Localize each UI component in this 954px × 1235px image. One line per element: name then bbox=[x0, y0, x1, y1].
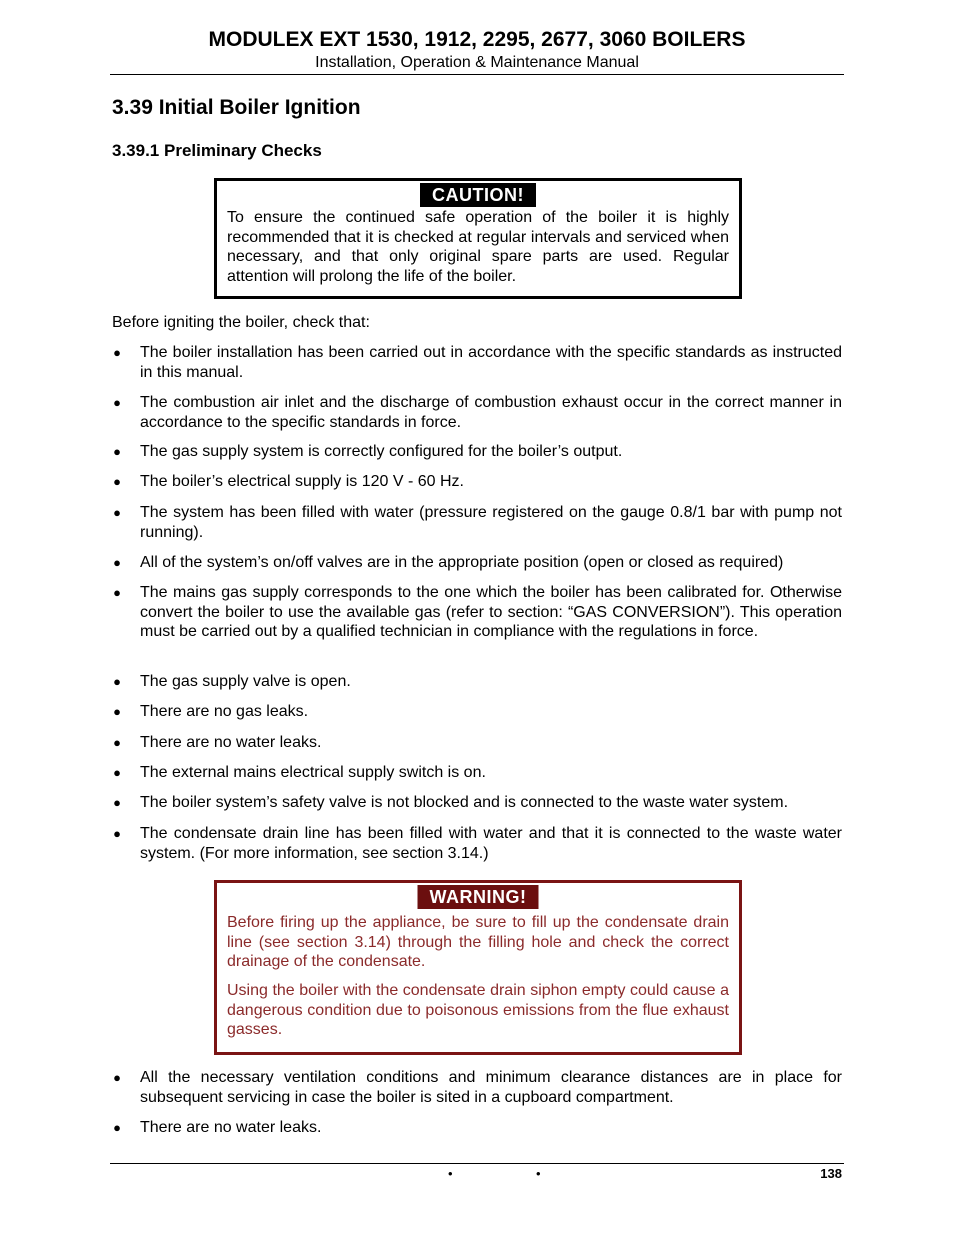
list-item bbox=[110, 824, 842, 863]
warning-box bbox=[214, 880, 742, 1055]
bullet-icon: ● bbox=[113, 795, 121, 810]
list-item-text: There are no water leaks. bbox=[140, 1119, 322, 1136]
list-item-text: There are no gas leaks. bbox=[140, 703, 309, 720]
bullet-icon: ● bbox=[113, 674, 121, 689]
list-item-text: The gas supply system is correctly configured for the boiler’s output. bbox=[140, 443, 623, 460]
header-rule bbox=[110, 74, 844, 75]
document-subtitle: Installation, Operation & Maintenance Manual bbox=[315, 54, 639, 71]
list-item-text: The mains gas supply corresponds to the one which the boiler has been calibrated for. Otherwise convert the boiler to use the available gas (refer to section: “GAS CONVERSION”). This operation must be carried out by a qualified technician in compliance with the regulations in force. bbox=[140, 584, 842, 641]
list-item-text: The combustion air inlet and the discharge of combustion exhaust occur in the correct manner in accordance to the specific standards in force. bbox=[140, 394, 842, 431]
list-item bbox=[110, 553, 842, 573]
bullet-icon: ● bbox=[113, 1120, 121, 1135]
bullet-icon: ● bbox=[113, 345, 121, 360]
footer-dot: • bbox=[448, 1166, 453, 1181]
bullet-icon: ● bbox=[113, 474, 121, 489]
warning-paragraph-2: Using the boiler with the condensate drain siphon empty could cause a dangerous condition due to poisonous emissions from the flue exhaust gasses. bbox=[227, 982, 729, 1039]
bullet-icon: ● bbox=[113, 826, 121, 841]
bullet-icon: ● bbox=[113, 765, 121, 780]
bullet-icon: ● bbox=[113, 1070, 121, 1085]
list-item bbox=[110, 583, 842, 642]
list-item bbox=[110, 733, 842, 753]
list-item-text: All the necessary ventilation conditions and minimum clearance distances are in place for subsequent servicing in case the boiler is sited in a cupboard compartment. bbox=[140, 1069, 842, 1106]
document-title: MODULEX EXT 1530, 1912, 2295, 2677, 3060 BOILERS bbox=[208, 28, 746, 51]
bullet-icon: ● bbox=[113, 704, 121, 719]
list-item bbox=[110, 1118, 842, 1138]
bullet-icon: ● bbox=[113, 444, 121, 459]
list-item-text: The boiler’s electrical supply is 120 V - 60 Hz. bbox=[140, 473, 464, 490]
warning-paragraph-1: Before firing up the appliance, be sure to fill up the condensate drain line (see section 3.14) through the filling hole and check the correct drainage of the condensate. bbox=[227, 914, 729, 971]
list-item-text: The condensate drain line has been filled with water and that it is connected to the waste water system. (For more information, see section 3.14.) bbox=[140, 825, 842, 862]
bullet-icon: ● bbox=[113, 735, 121, 750]
list-item bbox=[110, 393, 842, 432]
bullet-icon: ● bbox=[113, 395, 121, 410]
footer-rule bbox=[110, 1163, 844, 1164]
footer-dot: • bbox=[536, 1166, 541, 1181]
page-header bbox=[110, 27, 844, 73]
list-item bbox=[110, 1068, 842, 1107]
list-item-text: There are no water leaks. bbox=[140, 734, 322, 751]
warning-label: WARNING! bbox=[418, 885, 539, 909]
section-heading: 3.39 Initial Boiler Ignition bbox=[112, 96, 361, 119]
bullet-icon: ● bbox=[113, 585, 121, 600]
list-item-text: The boiler system’s safety valve is not blocked and is connected to the waste water system. bbox=[140, 794, 789, 811]
list-item bbox=[110, 472, 842, 492]
caution-label: CAUTION! bbox=[420, 183, 536, 207]
bullet-icon: ● bbox=[113, 555, 121, 570]
list-item bbox=[110, 702, 842, 722]
list-item bbox=[110, 343, 842, 382]
page-number: 138 bbox=[820, 1166, 842, 1181]
caution-box bbox=[214, 178, 742, 299]
caution-text: To ensure the continued safe operation of the boiler it is highly recommended that it is checked at regular intervals and serviced when necessary, and that only original spare parts are used. Regular attention will prolong the life of the boiler. bbox=[227, 209, 729, 285]
list-item bbox=[110, 793, 842, 813]
subsection-heading: 3.39.1 Preliminary Checks bbox=[112, 141, 322, 160]
checks-intro: Before igniting the boiler, check that: bbox=[112, 314, 370, 331]
list-item-text: The boiler installation has been carried out in accordance with the specific standards as instructed in this manual. bbox=[140, 344, 842, 381]
list-item-text: All of the system’s on/off valves are in the appropriate position (open or closed as required) bbox=[140, 554, 784, 571]
list-item bbox=[110, 442, 842, 462]
bullet-icon: ● bbox=[113, 505, 121, 520]
list-item bbox=[110, 503, 842, 542]
list-item-text: The system has been filled with water (pressure registered on the gauge 0.8/1 bar with pump not running). bbox=[140, 504, 842, 541]
list-item bbox=[110, 672, 842, 692]
list-item-text: The external mains electrical supply switch is on. bbox=[140, 764, 486, 781]
list-item-text: The gas supply valve is open. bbox=[140, 673, 351, 690]
list-item bbox=[110, 763, 842, 783]
